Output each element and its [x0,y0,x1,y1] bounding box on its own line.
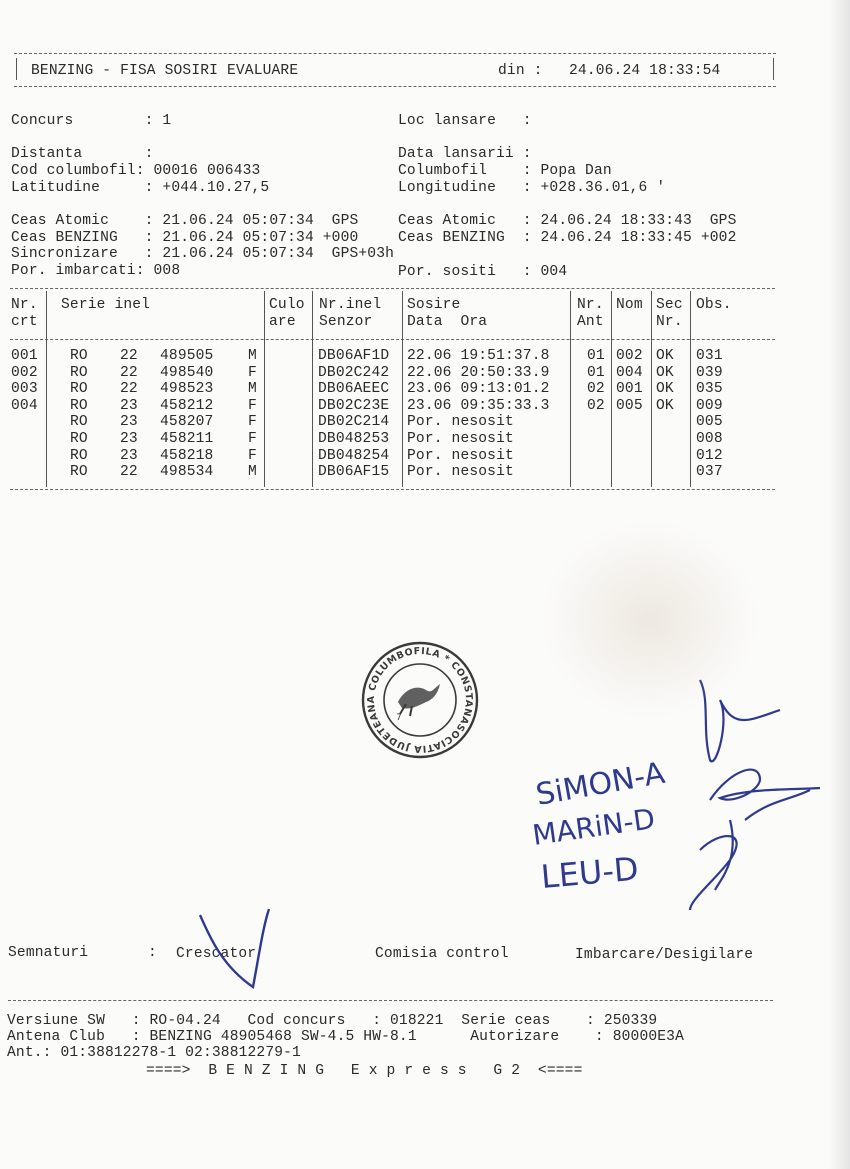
col-header-nr: Nr. [11,297,38,313]
cell-tara: RO [70,381,88,398]
cell-sosire: 23.06 09:13:01.2 [407,381,550,398]
cell-inel: 498534 [160,464,214,481]
ceas-benzing-end: Ceas BENZING : 24.06.24 18:33:45 +002 [398,230,737,246]
footer-separator [8,1000,773,1001]
cell-sex: F [248,364,257,381]
loc-lansare-field: Loc lansare : [398,113,532,129]
cell-sec: OK [656,381,674,398]
cell-an: 23 [120,431,138,447]
cell-nom: 005 [616,397,643,414]
cell-senzor: DB02C214 [318,414,390,431]
col-header-ant: Ant [577,314,604,330]
col-header-sec: Sec [656,297,683,313]
col-header-nr-ant: Nr. [577,297,604,313]
signature-mark [700,680,780,761]
semnaturi-colon: : [148,945,157,961]
imbarcare-label: Imbarcare/Desigilare [575,947,754,963]
cell-obs: 031 [696,348,723,364]
cell-sex: M [248,381,257,398]
cell-an: 23 [120,447,138,464]
cell-sex: M [248,348,257,364]
col-header-serie: Serie inel [61,297,151,313]
cell-inel: 489505 [160,348,214,364]
col-header-culoare-2: are [269,314,296,330]
data-lansarii-field: Data lansarii : [398,146,532,162]
cell-ant: 01 [587,364,605,381]
table-top-border [10,288,775,289]
comisia-control-label: Comisia control [375,946,509,962]
por-imbarcati-field: Por. imbarcati: 008 [11,263,181,279]
header-bottom-border [14,86,776,87]
cell-senzor: DB06AF1D [318,348,390,364]
cell-an: 22 [120,364,138,381]
cell-inel: 498523 [160,381,214,398]
cell-sex: F [248,447,257,464]
cell-sec: OK [656,364,674,381]
handwritten-name-2: MARiN-D [530,802,657,852]
cell-sosire: 23.06 09:35:33.3 [407,397,550,414]
col-header-sosire: Sosire [407,297,461,313]
cell-nr: 002 [11,364,38,381]
cell-nom: 004 [616,364,643,381]
cell-nom: 002 [616,348,643,364]
cell-inel: 458211 [160,431,214,447]
col-divider [690,291,691,487]
cell-obs: 037 [696,464,723,481]
sheet-title: BENZING - FISA SOSIRI EVALUARE [31,63,299,79]
col-divider [312,291,313,487]
crescator-label: Crescator [176,946,257,962]
cell-nr: 004 [11,397,38,414]
cell-tara: RO [70,414,88,431]
cell-sex: M [248,464,257,481]
signature-mark [710,770,820,800]
cell-sex: F [248,397,257,414]
cell-nr: 003 [11,381,38,398]
cell-senzor: DB048253 [318,431,390,447]
cell-ant: 02 [587,397,605,414]
header-top-border [14,53,776,54]
por-sositi-field: Por. sositi : 004 [398,264,568,280]
handwritten-name-1: SiMON-A [533,755,668,813]
col-header-nom: Nom [616,297,643,313]
cell-an: 22 [120,464,138,481]
date-value: 24.06.24 18:33:54 [569,63,721,79]
col-divider [264,291,265,487]
cell-senzor: DB06AF15 [318,464,390,481]
cell-senzor: DB02C23E [318,397,390,414]
cell-obs: 009 [696,397,723,414]
distanta-field: Distanta : [11,146,154,162]
cell-sosire: Por. nesosit [407,464,514,481]
header-left-border [16,58,17,80]
cell-obs: 005 [696,414,723,431]
footer-antenna-line: Antena Club : BENZING 48905468 SW-4.5 HW-8.1 Autorizare : 80000E3A [7,1029,684,1045]
cell-obs: 039 [696,364,723,381]
cell-senzor: DB048254 [318,447,390,464]
cell-inel: 458218 [160,447,214,464]
cell-senzor: DB02C242 [318,364,390,381]
cell-tara: RO [70,464,88,481]
table-header-border [10,339,775,340]
col-header-senzor: Senzor [319,314,373,330]
cell-tara: RO [70,447,88,464]
header-right-border [773,58,774,80]
cell-an: 22 [120,381,138,398]
cell-inel: 458212 [160,397,214,414]
crescator-signature [195,905,275,990]
cell-sosire: 22.06 19:51:37.8 [407,348,550,364]
cell-tara: RO [70,364,88,381]
cod-columbofil-field: Cod columbofil: 00016 006433 [11,163,261,179]
footer-ant-line: Ant.: 01:38812278-1 02:38812279-1 [7,1045,301,1061]
cell-tara: RO [70,348,88,364]
date-label: din : [498,63,543,79]
cell-obs: 008 [696,431,723,447]
col-header-sec-nr: Nr. [656,314,683,330]
cell-ant: 02 [587,381,605,398]
cell-sosire: Por. nesosit [407,447,514,464]
cell-sec: OK [656,348,674,364]
cell-sosire: Por. nesosit [407,431,514,447]
sincronizare-field: Sincronizare : 21.06.24 05:07:34 GPS+03h [11,246,395,262]
latitudine-field: Latitudine : +044.10.27,5 [11,180,270,196]
col-header-data-ora: Data Ora [407,314,488,330]
cell-nom: 001 [616,381,643,398]
col-header-nr-inel: Nr.inel [319,297,382,313]
cell-sex: F [248,414,257,431]
cell-tara: RO [70,431,88,447]
cell-obs: 035 [696,381,723,398]
commission-signatures [520,660,840,920]
cell-tara: RO [70,397,88,414]
col-divider [611,291,612,487]
col-divider [651,291,652,487]
cell-ant: 01 [587,348,605,364]
col-header-crt: crt [11,314,38,330]
concurs-field: Concurs : 1 [11,113,172,129]
columbofil-field: Columbofil : Popa Dan [398,163,612,179]
ceas-atomic-start: Ceas Atomic : 21.06.24 05:07:34 GPS [11,213,359,229]
signature-mark [690,790,810,910]
cell-senzor: DB06AEEC [318,381,390,398]
svg-text:ASOCIATIA JUDETEANA COLUMBOFIL: ASOCIATIA JUDETEANA COLUMBOFILA * CONSTANTA [365,645,475,755]
cell-an: 23 [120,414,138,431]
cell-sex: F [248,431,257,447]
col-header-obs: Obs. [696,297,732,313]
cell-inel: 458207 [160,414,214,431]
longitudine-field: Longitudine : +028.36.01,6 ' [398,180,666,196]
footer-version-line: Versiune SW : RO-04.24 Cod concurs : 018221 Serie ceas : 250339 [7,1013,658,1029]
cell-an: 22 [120,348,138,364]
cell-sosire: Por. nesosit [407,414,514,431]
cell-sosire: 22.06 20:50:33.9 [407,364,550,381]
table-bottom-border [10,489,775,490]
semnaturi-label: Semnaturi [8,945,89,961]
ceas-benzing-start: Ceas BENZING : 21.06.24 05:07:34 +000 [11,230,359,246]
col-divider [46,291,47,487]
cell-sec: OK [656,397,674,414]
stamp-number: 7 [396,713,402,723]
col-divider [570,291,571,487]
cell-obs: 012 [696,447,723,464]
cell-nr: 001 [11,348,38,364]
footer-banner: ====> B E N Z I N G E x p r e s s G 2 <==== [146,1063,583,1079]
handwritten-name-3: LEU-D [539,849,640,896]
cell-inel: 498540 [160,364,214,381]
association-stamp [360,640,480,760]
col-divider [402,291,403,487]
col-header-culoare: Culo [269,297,305,313]
ceas-atomic-end: Ceas Atomic : 24.06.24 18:33:43 GPS [398,213,737,229]
cell-an: 23 [120,397,138,414]
